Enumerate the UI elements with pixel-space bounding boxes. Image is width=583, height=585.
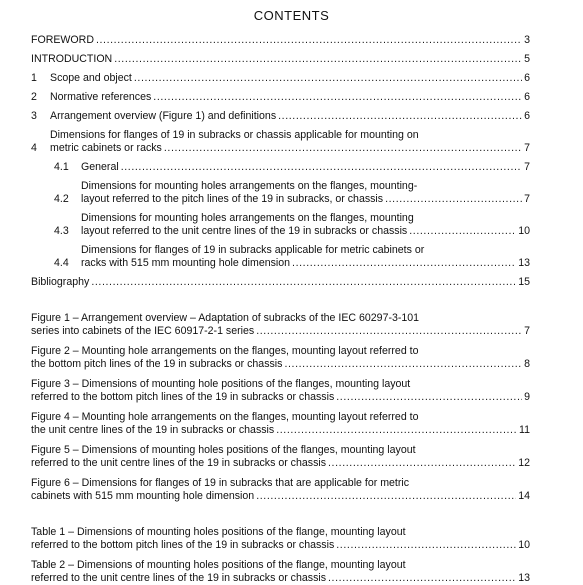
dot-leader bbox=[164, 142, 522, 155]
dot-leader bbox=[284, 358, 522, 371]
toc-entry-title: Arrangement overview (Figure 1) and definitions bbox=[50, 110, 277, 122]
dot-leader bbox=[328, 457, 516, 470]
figure-title: Figure 2 – Mounting hole arrangements on the flanges, mounting layout referred to bbox=[31, 345, 419, 357]
toc-section-number: 4 bbox=[31, 142, 37, 154]
figure-title-cont: referred to the bottom pitch lines of the 19 in subracks or chassis bbox=[31, 391, 335, 403]
toc-section-number: 2 bbox=[31, 91, 37, 103]
table-of-contents bbox=[31, 34, 530, 585]
figure-title: Figure 4 – Mounting hole arrangements on the flanges, mounting layout referred to bbox=[31, 411, 419, 423]
toc-entry-title-cont: layout referred to the unit centre lines of the 19 in subracks or chassis bbox=[81, 225, 408, 237]
toc-entry-section-4[interactable] bbox=[31, 129, 530, 155]
toc-page-number: 7 bbox=[524, 193, 530, 205]
toc-entry-introduction[interactable] bbox=[31, 53, 530, 66]
toc-entry-title: General bbox=[81, 161, 119, 173]
toc-entry-section-2[interactable] bbox=[31, 91, 530, 104]
toc-entry-section-4-2[interactable] bbox=[31, 180, 530, 206]
dot-leader bbox=[409, 225, 516, 238]
figure-list-entry-1[interactable] bbox=[31, 312, 530, 338]
toc-entry-title: FOREWORD bbox=[31, 34, 94, 46]
toc-page-number: 5 bbox=[524, 53, 530, 65]
toc-entry-title-cont: layout referred to the pitch lines of the 19 in subracks, or chassis bbox=[81, 193, 384, 205]
dot-leader bbox=[91, 276, 516, 289]
toc-section-number: 4.4 bbox=[54, 257, 69, 269]
dot-leader bbox=[153, 91, 522, 104]
figure-title-cont: cabinets with 515 mm mounting hole dimension bbox=[31, 490, 255, 502]
figure-title-cont: referred to the unit centre lines of the 19 in subracks or chassis bbox=[31, 457, 327, 469]
table-title-cont: referred to the unit centre lines of the 19 in subracks or chassis bbox=[31, 572, 327, 584]
dot-leader bbox=[134, 72, 522, 85]
toc-section-number: 4.1 bbox=[54, 161, 69, 173]
dot-leader bbox=[96, 34, 522, 47]
toc-entry-title: Normative references bbox=[50, 91, 152, 103]
toc-section-number: 3 bbox=[31, 110, 37, 122]
dot-leader bbox=[336, 539, 516, 552]
figure-list-entry-2[interactable] bbox=[31, 345, 530, 371]
toc-entry-title: INTRODUCTION bbox=[31, 53, 113, 65]
dot-leader bbox=[256, 325, 522, 338]
table-page-number: 13 bbox=[518, 572, 530, 584]
toc-page-number: 10 bbox=[518, 225, 530, 237]
toc-entry-section-1[interactable] bbox=[31, 72, 530, 85]
toc-entry-title: Scope and object bbox=[50, 72, 132, 84]
figure-page-number: 8 bbox=[524, 358, 530, 370]
toc-entry-title-cont: metric cabinets or racks bbox=[50, 142, 162, 154]
figure-list-entry-3[interactable] bbox=[31, 378, 530, 404]
table-list-entry-1[interactable] bbox=[31, 526, 530, 552]
figure-title-cont: series into cabinets of the IEC 60917-2-1 series bbox=[31, 325, 255, 337]
dot-leader bbox=[114, 53, 522, 66]
toc-entry-title: Dimensions for flanges of 19 in subracks or chassis applicable for mounting on bbox=[50, 129, 419, 141]
toc-page-number: 7 bbox=[524, 142, 530, 154]
figure-page-number: 9 bbox=[524, 391, 530, 403]
toc-section-number: 1 bbox=[31, 72, 37, 84]
toc-section-number: 4.3 bbox=[54, 225, 69, 237]
toc-entry-title-cont: racks with 515 mm mounting hole dimension bbox=[81, 257, 291, 269]
toc-page-number: 15 bbox=[518, 276, 530, 288]
table-list-entry-2[interactable] bbox=[31, 559, 530, 585]
figure-list-entry-4[interactable] bbox=[31, 411, 530, 437]
figure-title-cont: the bottom pitch lines of the 19 in subracks or chassis bbox=[31, 358, 283, 370]
page-title: CONTENTS bbox=[253, 8, 330, 23]
dot-leader bbox=[256, 490, 516, 503]
figure-title: Figure 5 – Dimensions of mounting holes positions of the flanges, mounting layout bbox=[31, 444, 416, 456]
figure-list-entry-5[interactable] bbox=[31, 444, 530, 470]
toc-page-number: 13 bbox=[518, 257, 530, 269]
figure-list-entry-6[interactable] bbox=[31, 477, 530, 503]
table-title: Table 1 – Dimensions of mounting holes positions of the flange, mounting layout bbox=[31, 526, 406, 538]
toc-entry-section-4-1[interactable] bbox=[31, 161, 530, 174]
dot-leader bbox=[121, 161, 522, 174]
table-title: Table 2 – Dimensions of mounting holes positions of the flange, mounting layout bbox=[31, 559, 406, 571]
figure-title: Figure 6 – Dimensions for flanges of 19 in subracks that are applicable for metric bbox=[31, 477, 410, 489]
toc-section-number: 4.2 bbox=[54, 193, 69, 205]
toc-entry-title: Dimensions for mounting holes arrangements on the flanges, mounting- bbox=[81, 180, 418, 192]
figure-title: Figure 1 – Arrangement overview – Adaptation of subracks of the IEC 60297-3-101 bbox=[31, 312, 420, 324]
dot-leader bbox=[328, 572, 516, 585]
toc-entry-title: Bibliography bbox=[31, 276, 90, 288]
toc-entry-foreword[interactable] bbox=[31, 34, 530, 47]
toc-page-number: 6 bbox=[524, 91, 530, 103]
toc-entry-title: Dimensions for mounting holes arrangements on the flanges, mounting bbox=[81, 212, 414, 224]
toc-entry-section-4-4[interactable] bbox=[31, 244, 530, 270]
toc-entry-section-3[interactable] bbox=[31, 110, 530, 123]
toc-page-number: 6 bbox=[524, 110, 530, 122]
table-page-number: 10 bbox=[518, 539, 530, 551]
dot-leader bbox=[278, 110, 522, 123]
figure-title-cont: the unit centre lines of the 19 in subracks or chassis bbox=[31, 424, 275, 436]
toc-entry-section-4-3[interactable] bbox=[31, 212, 530, 238]
figure-page-number: 12 bbox=[518, 457, 530, 469]
dot-leader bbox=[336, 391, 522, 404]
figure-page-number: 11 bbox=[519, 424, 530, 436]
toc-entry-title: Dimensions for flanges of 19 in subracks applicable for metric cabinets or bbox=[81, 244, 425, 256]
dot-leader bbox=[385, 193, 522, 206]
figure-page-number: 14 bbox=[518, 490, 530, 502]
figure-title: Figure 3 – Dimensions of mounting hole positions of the flanges, mounting layout bbox=[31, 378, 411, 390]
toc-page-number: 3 bbox=[524, 34, 530, 46]
dot-leader bbox=[276, 424, 517, 437]
toc-entry-bibliography[interactable] bbox=[31, 276, 530, 289]
figure-page-number: 7 bbox=[524, 325, 530, 337]
table-title-cont: referred to the bottom pitch lines of the 19 in subracks or chassis bbox=[31, 539, 335, 551]
toc-page-number: 7 bbox=[524, 161, 530, 173]
dot-leader bbox=[292, 257, 516, 270]
toc-page-number: 6 bbox=[524, 72, 530, 84]
